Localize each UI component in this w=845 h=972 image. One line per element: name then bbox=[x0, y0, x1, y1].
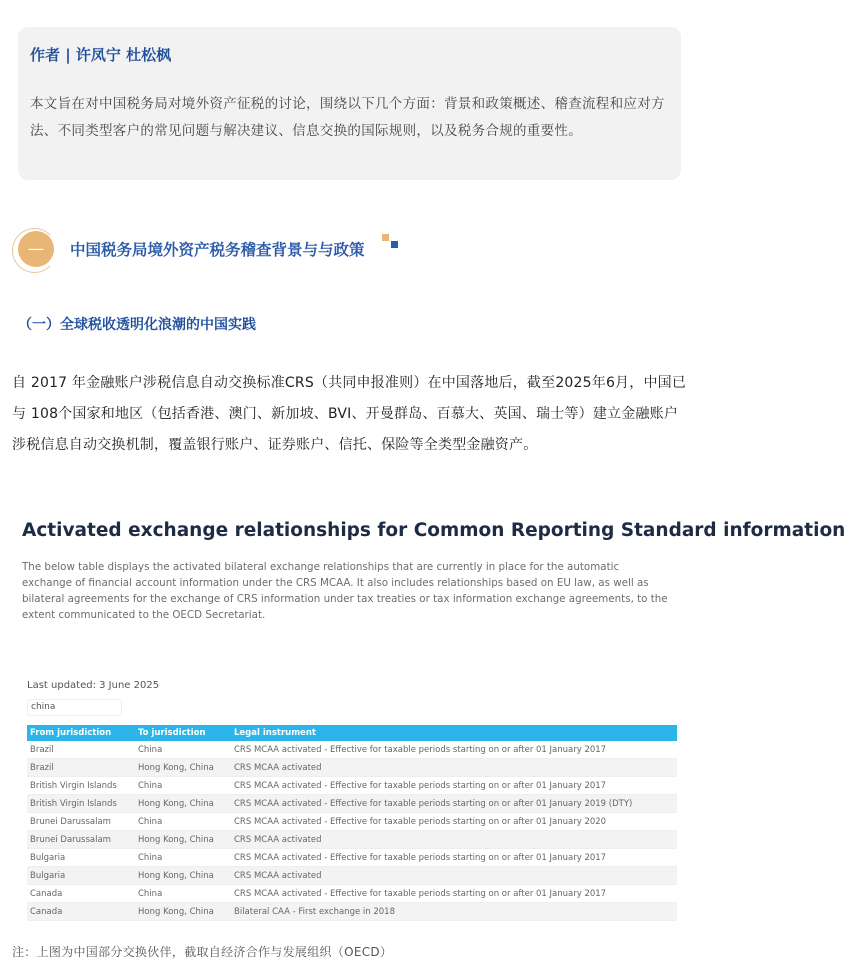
search-input[interactable]: china bbox=[27, 699, 122, 716]
cell-to: Hong Kong, China bbox=[135, 795, 231, 813]
cell-to: Hong Kong, China bbox=[135, 759, 231, 777]
figure-description: The below table displays the activated bilateral exchange relationships that are currently in place for the automatic exchange of financial account information under the CRS MCAA. It also includes relationships based on EU law, as well as bilateral agreements for the exchange of CRS information under tax treaties or tax information exchange agreements, to the extent communicated to the OECD Secretariat. bbox=[22, 561, 668, 621]
section-number-icon: — bbox=[18, 231, 54, 267]
table-row bbox=[27, 777, 677, 795]
table-row bbox=[27, 813, 677, 831]
decor-square-blue bbox=[391, 241, 398, 248]
table-row bbox=[27, 759, 677, 777]
table-row bbox=[27, 795, 677, 813]
cell-to: China bbox=[135, 813, 231, 831]
cell-from: Canada bbox=[27, 885, 135, 903]
cell-instrument: CRS MCAA activated - Effective for taxable periods starting on or after 01 January 2020 bbox=[231, 813, 677, 831]
cell-instrument: CRS MCAA activated bbox=[231, 867, 677, 885]
cell-from: Canada bbox=[27, 903, 135, 921]
cell-from: Brazil bbox=[27, 741, 135, 759]
table-row bbox=[27, 849, 677, 867]
exchange-table bbox=[27, 725, 677, 921]
author-line: 作者 | 许凤宁 杜松枫 bbox=[30, 46, 172, 64]
cell-to: Hong Kong, China bbox=[135, 831, 231, 849]
table-row bbox=[27, 867, 677, 885]
table-row bbox=[27, 741, 677, 759]
cell-from: British Virgin Islands bbox=[27, 795, 135, 813]
cell-from: British Virgin Islands bbox=[27, 777, 135, 795]
cell-instrument: CRS MCAA activated - Effective for taxable periods starting on or after 01 January 2019 (DTY) bbox=[231, 795, 677, 813]
intro-text: 本文旨在对中国税务局对境外资产征税的讨论，围绕以下几个方面：背景和政策概述、稽查流程和应对方法、不同类型客户的常见问题与解决建议、信息交换的国际规则，以及税务合规的重要性。 bbox=[30, 96, 665, 139]
cell-to: China bbox=[135, 741, 231, 759]
cell-from: Brazil bbox=[27, 759, 135, 777]
cell-from: Bulgaria bbox=[27, 867, 135, 885]
cell-instrument: CRS MCAA activated - Effective for taxable periods starting on or after 01 January 2017 bbox=[231, 741, 677, 759]
last-updated-text: Last updated: 3 June 2025 bbox=[27, 680, 160, 691]
oecd-screenshot-figure bbox=[14, 512, 845, 930]
table-row bbox=[27, 903, 677, 921]
decor-square-gold bbox=[382, 234, 389, 241]
table-header-row bbox=[27, 725, 677, 741]
cell-from: Bulgaria bbox=[27, 849, 135, 867]
author-summary-box bbox=[18, 27, 681, 180]
cell-instrument: CRS MCAA activated - Effective for taxable periods starting on or after 01 January 2017 bbox=[231, 885, 677, 903]
cell-instrument: CRS MCAA activated bbox=[231, 831, 677, 849]
cell-to: China bbox=[135, 885, 231, 903]
figure-caption: 注：上图为中国部分交换伙伴，截取自经济合作与发展组织（OECD） bbox=[12, 945, 393, 959]
cell-to: Hong Kong, China bbox=[135, 867, 231, 885]
cell-to: Hong Kong, China bbox=[135, 903, 231, 921]
table-row bbox=[27, 885, 677, 903]
cell-instrument: CRS MCAA activated - Effective for taxable periods starting on or after 01 January 2017 bbox=[231, 849, 677, 867]
cell-from: Brunei Darussalam bbox=[27, 831, 135, 849]
column-header-from[interactable]: From jurisdiction bbox=[27, 725, 135, 741]
section-title: 中国税务局境外资产税务稽查背景与与政策 bbox=[70, 241, 365, 259]
section-heading bbox=[12, 228, 412, 273]
body-paragraph: 自 2017 年金融账户涉税信息自动交换标准CRS（共同申报准则）在中国落地后，截至2025年6月，中国已与 108个国家和地区（包括香港、澳门、新加坡、BVI、开曼群岛、百慕大、英国、瑞士等）建立金融账户涉税信息自动交换机制，覆盖银行账户、证券账户、信托、保险等全类型金融资产。 bbox=[12, 375, 687, 453]
table-row bbox=[27, 831, 677, 849]
cell-instrument: CRS MCAA activated - Effective for taxable periods starting on or after 01 January 2017 bbox=[231, 777, 677, 795]
cell-to: China bbox=[135, 777, 231, 795]
cell-instrument: Bilateral CAA - First exchange in 2018 bbox=[231, 903, 677, 921]
figure-title: Activated exchange relationships for Common Reporting Standard information bbox=[22, 520, 845, 541]
cell-to: China bbox=[135, 849, 231, 867]
cell-from: Brunei Darussalam bbox=[27, 813, 135, 831]
cell-instrument: CRS MCAA activated bbox=[231, 759, 677, 777]
subsection-title: （一）全球税收透明化浪潮的中国实践 bbox=[18, 317, 256, 333]
column-header-to[interactable]: To jurisdiction bbox=[135, 725, 231, 741]
column-header-instrument[interactable]: Legal instrument bbox=[231, 725, 677, 741]
